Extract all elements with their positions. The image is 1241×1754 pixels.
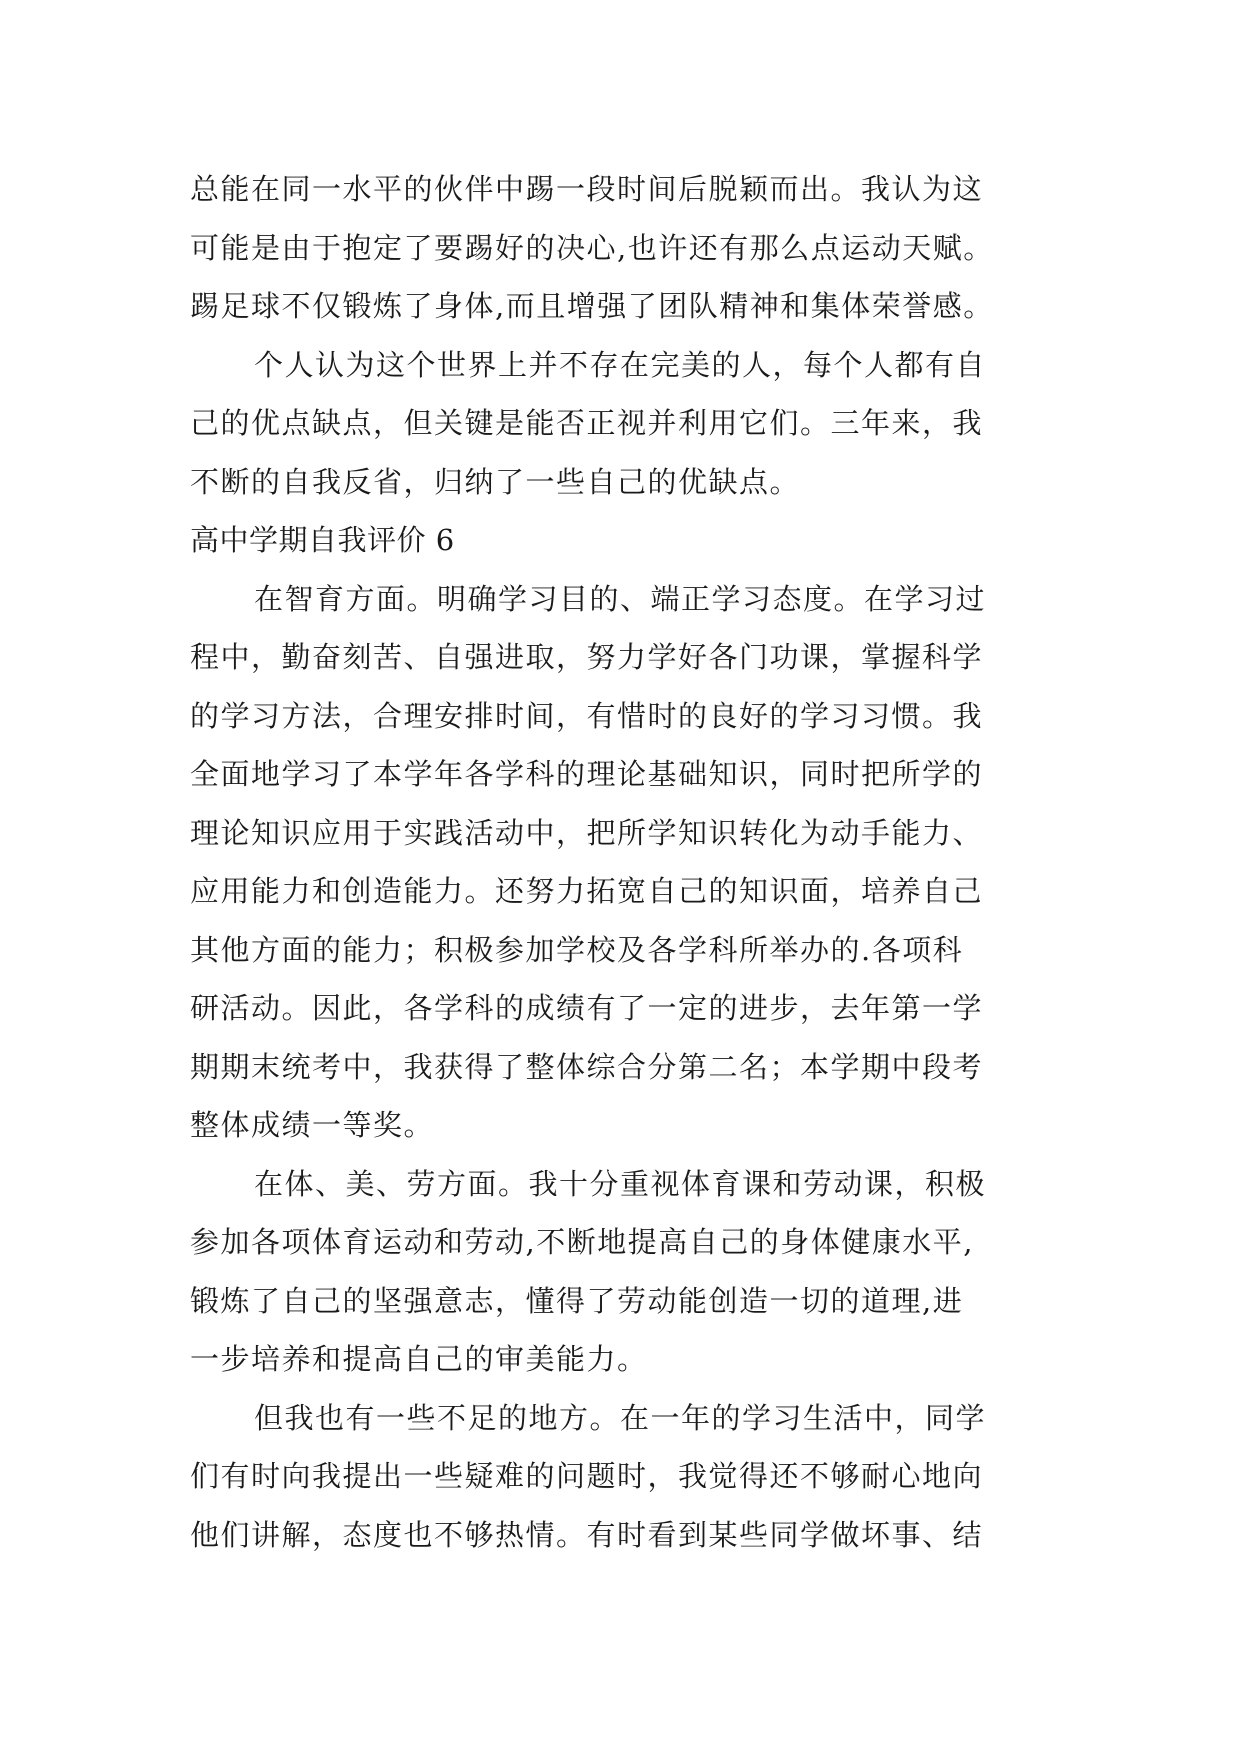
text-line: 理论知识应用于实践活动中，把所学知识转化为动手能力、: [190, 815, 984, 850]
document-body: [190, 160, 1090, 1564]
text-line: 锻炼了自己的坚强意志，懂得了劳动能创造一切的道理,进: [190, 1283, 964, 1318]
text-line: 总能在同一水平的伙伴中踢一段时间后脱颖而出。我认为这: [190, 172, 984, 206]
text-line: 踢足球不仅锻炼了身体,而且增强了团队精神和集体荣誉感。: [190, 289, 994, 323]
text-line: 程中，勤奋刻苦、自强进取，努力学好各门功课，掌握科学: [190, 640, 984, 674]
text-line: 在体、美、劳方面。我十分重视体育课和劳动课，积极: [254, 1166, 987, 1201]
text-line: 不断的自我反省，归纳了一些自己的优缺点。: [190, 464, 801, 499]
text-line: 们有时向我提出一些疑难的问题时，我觉得还不够耐心地向: [190, 1459, 984, 1493]
text-line: 参加各项体育运动和劳动,不断地提高自己的身体健康水平,: [190, 1225, 974, 1259]
text-line: 他们讲解，态度也不够热情。有时看到某些同学做坏事、结: [190, 1517, 984, 1552]
text-line: 个人认为这个世界上并不存在完美的人，每个人都有自: [254, 347, 987, 382]
section-heading: 高中学期自我评价 6: [190, 523, 455, 557]
text-line: 在智育方面。明确学习目的、端正学习态度。在学习过: [254, 581, 987, 616]
text-line: 的学习方法，合理安排时间，有惜时的良好的学习习惯。我: [190, 698, 984, 733]
text-line: 全面地学习了本学年各学科的理论基础知识，同时把所学的: [190, 757, 984, 791]
text-line: 整体成绩一等奖。: [190, 1108, 435, 1142]
text-line: 己的优点缺点，但关键是能否正视并利用它们。三年来，我: [190, 406, 984, 440]
text-line: 研活动。因此，各学科的成绩有了一定的进步，去年第一学: [190, 991, 984, 1025]
text-line: 应用能力和创造能力。还努力拓宽自己的知识面，培养自己: [190, 874, 984, 908]
text-line: 但我也有一些不足的地方。在一年的学习生活中，同学: [254, 1400, 987, 1435]
text-line: 一步培养和提高自己的审美能力。: [190, 1342, 648, 1376]
text-line: 期期末统考中，我获得了整体综合分第二名；本学期中段考: [190, 1049, 984, 1084]
text-line: 其他方面的能力；积极参加学校及各学科所举办的.各项科: [190, 932, 964, 967]
text-line: 可能是由于抱定了要踢好的决心,也许还有那么点运动天赋。: [190, 230, 994, 265]
